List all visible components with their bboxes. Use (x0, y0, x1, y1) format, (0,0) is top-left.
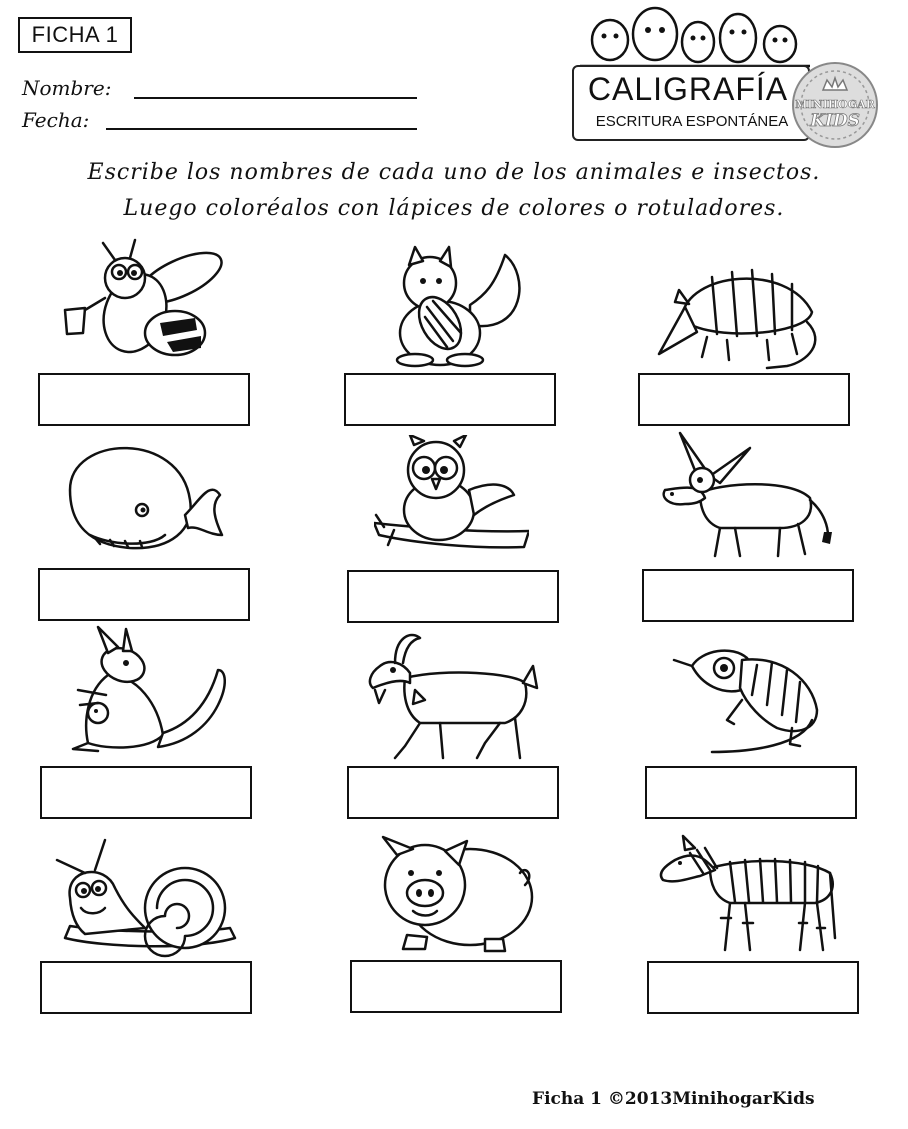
whale-icon (60, 440, 225, 565)
cartoon-characters-icon (580, 2, 810, 70)
kangaroo-icon (68, 625, 233, 760)
answer-box-zebra[interactable] (647, 961, 859, 1014)
donkey-icon (660, 428, 835, 563)
svg-text:MINIHOGAR: MINIHOGAR (795, 98, 875, 111)
answer-box-kangaroo[interactable] (40, 766, 252, 819)
svg-text:KIDS: KIDS (810, 111, 860, 131)
sheet-label: FICHA 1 (18, 17, 132, 53)
answer-box-whale[interactable] (38, 568, 250, 621)
pig-icon (375, 835, 535, 955)
minihogar-kids-seal-icon (790, 60, 880, 150)
bee-icon (55, 238, 230, 368)
goat-icon (365, 628, 540, 763)
brand-subtitle: ESCRITURA ESPONTÁNEA (595, 113, 789, 130)
answer-box-armadillo[interactable] (638, 373, 850, 426)
answer-box-snail[interactable] (40, 961, 252, 1014)
brand-title: CALIGRAFÍA (587, 71, 789, 107)
chameleon-icon (672, 640, 827, 760)
answer-box-owl[interactable] (347, 570, 559, 623)
snail-icon (55, 838, 240, 958)
answer-box-bee[interactable] (38, 373, 250, 426)
squirrel-icon (385, 245, 525, 370)
zebra-icon (655, 828, 840, 958)
answer-box-pig[interactable] (350, 960, 562, 1013)
owl-icon (374, 435, 529, 560)
instruction-line-2: Luego coloréalos con lápices de colores o rotuladores. (123, 196, 785, 221)
armadillo-icon (657, 262, 832, 372)
instruction-line-1: Escribe los nombres de cada uno de los animales e insectos. (87, 160, 821, 185)
brand-logo (572, 65, 810, 141)
date-label: Fecha: (22, 108, 90, 132)
date-line[interactable] (106, 128, 417, 130)
answer-box-donkey[interactable] (642, 569, 854, 622)
name-line[interactable] (134, 97, 417, 99)
name-label: Nombre: (22, 76, 112, 100)
answer-box-chameleon[interactable] (645, 766, 857, 819)
answer-box-goat[interactable] (347, 766, 559, 819)
answer-box-squirrel[interactable] (344, 373, 556, 426)
footer-credit: Ficha 1 ©2013MinihogarKids (532, 1089, 815, 1109)
